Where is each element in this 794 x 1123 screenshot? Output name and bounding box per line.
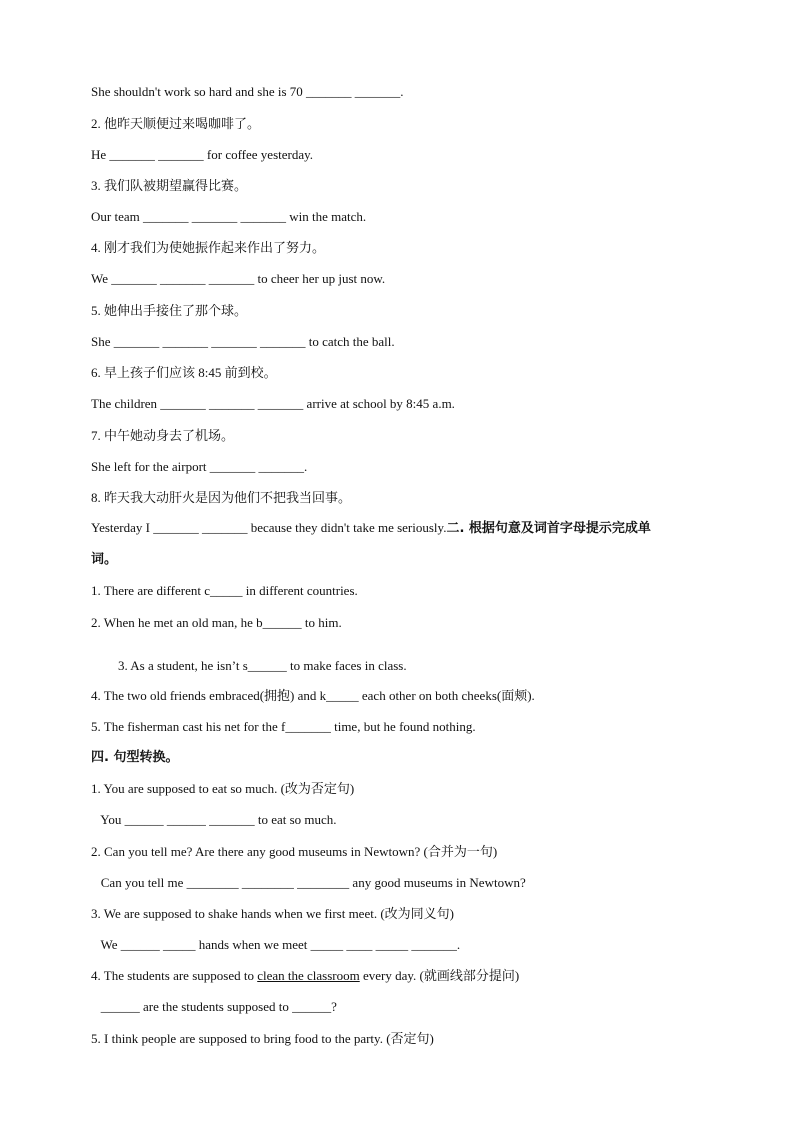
answer-line: We ______ _____ hands when we meet _____ ____ _____ _______.	[91, 937, 461, 952]
text-line: The children _______ _______ _______ arrive at school by 8:45 a.m.	[91, 396, 455, 411]
question-prompt: 6. 早上孩子们应该 8:45 前到校。	[91, 365, 277, 380]
question-prompt: 5. 她伸出手接住了那个球。	[91, 303, 248, 318]
text-line: We _______ _______ _______ to cheer her up just now.	[91, 271, 386, 286]
text-line: Yesterday I _______ _______ because they didn't take me seriously.	[91, 520, 447, 535]
text-line: He _______ _______ for coffee yesterday.	[91, 147, 314, 162]
question-prompt: 3. We are supposed to shake hands when we first meet. (改为同义句)	[91, 906, 454, 921]
list-item: 3. As a student, he isn’t s______ to make faces in class.	[118, 658, 407, 673]
question-prompt: 4. 刚才我们为使她振作起来作出了努力。	[91, 240, 326, 255]
question-prompt: 8. 昨天我大动肝火是因为他们不把我当回事。	[91, 490, 352, 505]
text-fragment: every day. (就画线部分提问)	[359, 968, 520, 983]
question-prompt: 1. You are supposed to eat so much. (改为否定句)	[91, 781, 355, 796]
section-heading: 四. 句型转换。	[91, 750, 179, 765]
question-prompt: 2. 他昨天顺便过来喝咖啡了。	[91, 116, 261, 131]
section-heading-continued: 词。	[91, 552, 118, 567]
underlined-phrase: clean the classroom	[257, 968, 360, 983]
list-item: 5. The fisherman cast his net for the f_______ time, but he found nothing.	[91, 719, 476, 734]
list-item: 4. The two old friends embraced(拥抱) and k_____ each other on both cheeks(面颊).	[91, 688, 535, 703]
text-fragment: 4. The students are supposed to	[91, 968, 258, 983]
section-heading: 二. 根据句意及词首字母提示完成单	[446, 521, 651, 536]
text-line: Our team _______ _______ _______ win the match.	[91, 209, 367, 224]
question-prompt: 5. I think people are supposed to bring food to the party. (否定句)	[91, 1031, 434, 1046]
list-item: 1. There are different c_____ in different countries.	[91, 583, 358, 598]
answer-line: ______ are the students supposed to ______?	[91, 999, 337, 1014]
answer-line: You ______ ______ _______ to eat so much.	[91, 812, 337, 827]
q8-with-section2-heading	[91, 513, 711, 575]
text-line: She left for the airport _______ _______.	[91, 459, 308, 474]
question-prompt: 2. Can you tell me? Are there any good museums in Newtown? (合并为一句)	[91, 844, 498, 859]
text-line: She _______ _______ _______ _______ to catch the ball.	[91, 334, 395, 349]
answer-line: Can you tell me ________ ________ ________ any good museums in Newtown?	[91, 875, 526, 890]
question-prompt: 7. 中午她动身去了机场。	[91, 428, 235, 443]
question-prompt	[91, 968, 519, 984]
question-prompt: 3. 我们队被期望赢得比赛。	[91, 178, 248, 193]
list-item: 2. When he met an old man, he b______ to him.	[91, 615, 342, 630]
text-line: She shouldn't work so hard and she is 70 _______ _______.	[91, 84, 404, 99]
